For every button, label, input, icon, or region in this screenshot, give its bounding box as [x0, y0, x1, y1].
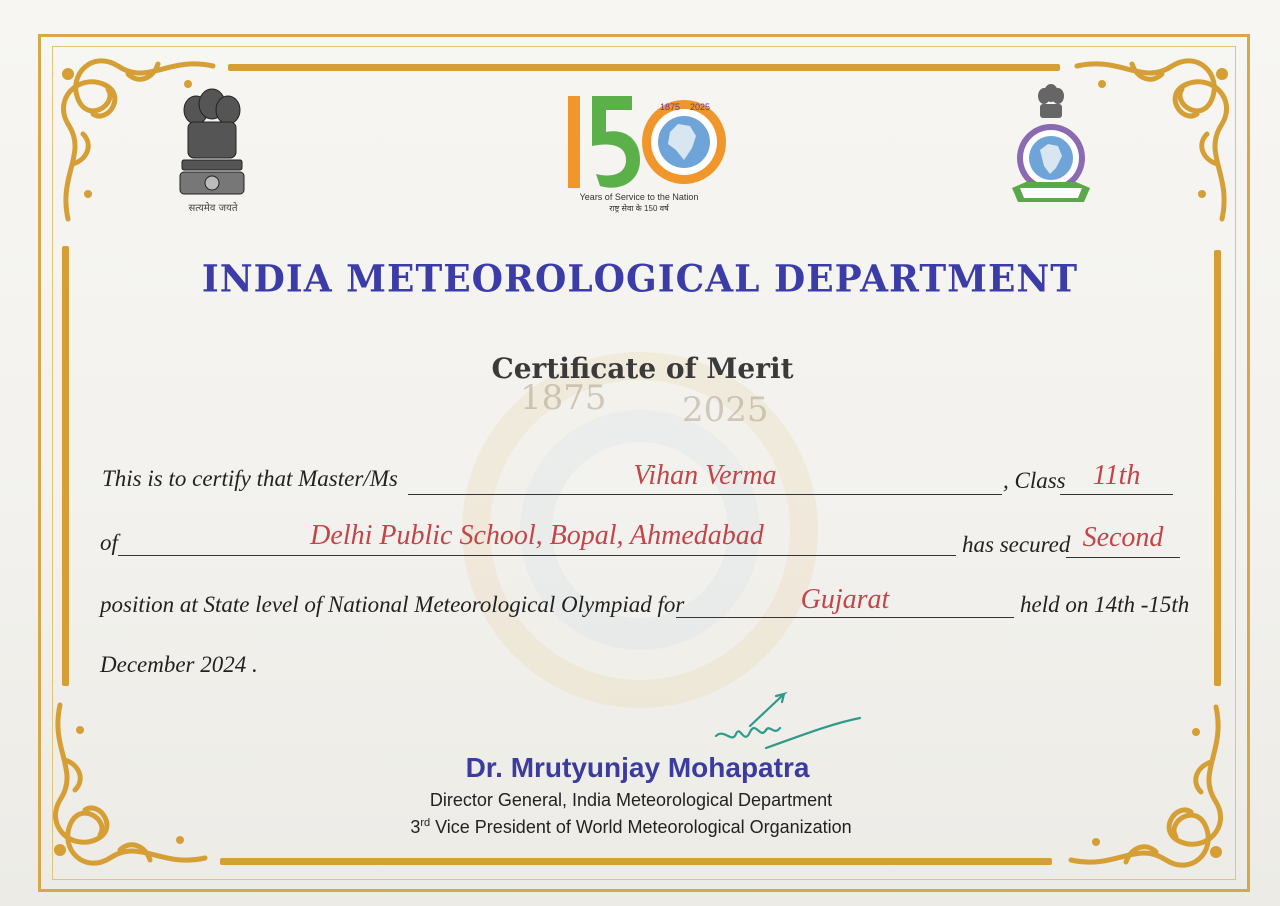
top-border-bar [228, 64, 1060, 71]
olympiad-label: position at State level of National Meteorological Olympiad for [100, 592, 685, 617]
anniversary-tagline-en: Years of Service to the Nation [579, 192, 699, 202]
organization-title: INDIA METEOROLOGICAL DEPARTMENT [201, 256, 1079, 302]
certificate-title: Certificate of Merit [491, 352, 794, 385]
student-name: Vihan Verma [633, 460, 777, 491]
designation-2-text: Vice President of World Meteorological Organization [430, 817, 852, 837]
position-value: Second [1082, 522, 1164, 553]
certify-label: This is to certify that Master/Ms [102, 466, 398, 491]
secured-label: has secured [962, 532, 1071, 557]
left-border-bar [62, 246, 69, 686]
state-underline [676, 617, 1014, 618]
of-label: of [100, 530, 118, 555]
right-border-bar [1214, 250, 1221, 686]
seal-year-start: 1875 [660, 102, 681, 112]
state-value: Gujarat [800, 584, 890, 615]
emblem-motto: सत्यमेव जयते [188, 203, 238, 214]
watermark-seal-year-end: 2025 [682, 390, 769, 430]
bottom-border-bar [220, 858, 1052, 865]
designation-2-ordinal: 3 [410, 817, 421, 837]
school-underline [118, 555, 956, 556]
signatory-designation-2 [0, 817, 1262, 838]
class-value: 11th [1092, 460, 1141, 491]
name-underline [408, 494, 1002, 495]
signature [710, 688, 870, 758]
signatory-designation-1: Director General, India Meteorological Department [429, 790, 833, 810]
anniversary-tagline-hi: राष्ट्र सेवा के 150 वर्ष [609, 204, 669, 213]
school-name: Delhi Public School, Bopal, Ahmedabad [310, 520, 764, 551]
seal-year-end: 2025 [690, 102, 711, 112]
signatory-name: Dr. Mrutyunjay Mohapatra [465, 752, 810, 783]
class-underline [1060, 494, 1173, 495]
designation-2-suffix: rd [420, 817, 431, 829]
held-on-label: held on 14th -15th [1020, 592, 1190, 617]
position-underline [1066, 557, 1180, 558]
date-label: December 2024 . [100, 652, 258, 677]
national-emblem-icon [174, 88, 250, 198]
corner-ornament-top-right [1072, 44, 1242, 224]
imd-seal-icon [1006, 84, 1096, 214]
class-label: , Class [1003, 468, 1066, 493]
watermark-seal-year-start: 1875 [520, 378, 607, 418]
